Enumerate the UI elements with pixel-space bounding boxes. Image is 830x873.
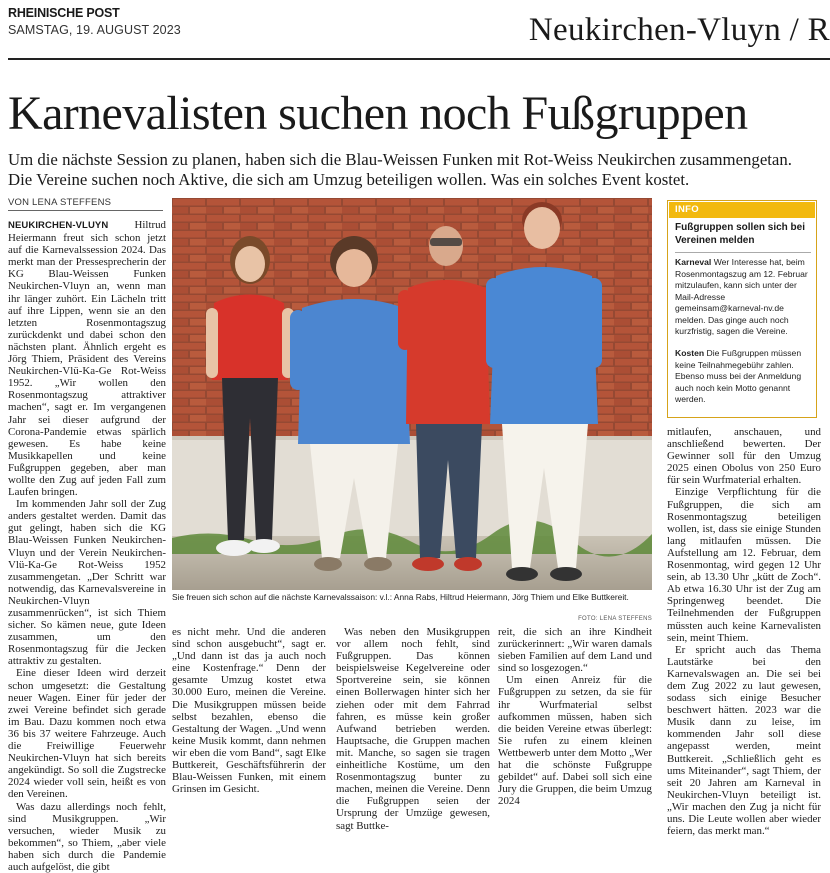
- newspaper-brand: RHEINISCHE POST: [8, 6, 120, 20]
- article-paragraph: Eine dieser Ideen wird derzeit schon umgesetzt: die Gestaltung neuer Wagen. Einer für jeder der zwei Vereine befindet sich gerade im Bau. Dazu kommen noch etwa 36 bis 37 weitere Fahrzeuge. Auch die Freiwillige Feuerwehr Neukirchen-Vluyn hat sich bereits angekündigt. So soll die Zugstrecke 2024 wieder voll sein, heißt es von den Vereinen.: [8, 667, 166, 800]
- photo-credit: FOTO: LENA STEFFENS: [560, 616, 652, 622]
- article-column-4: [498, 626, 652, 782]
- byline-rule: [8, 210, 163, 211]
- article-column-2: [172, 626, 326, 782]
- group-photo-illustration: [172, 198, 652, 590]
- byline: VON LENA STEFFENS: [8, 197, 111, 208]
- lead-paragraph: [8, 150, 828, 190]
- article-paragraph: Um einen Anreiz für die Fußgruppen zu setzen, da sie für ihr Wurfmaterial selbst aufkommen müssen, haben sich die beiden Vereine etwas überlegt: Sie rufen zu einem kleinen Wettbewerb unter dem Motto „Wer hat die schönste Fußgruppe gebildet“ auf. Dabei soll sich eine Jury die Gruppen, die beim Umzug 2024: [498, 674, 652, 807]
- article-column-3: [336, 626, 490, 782]
- photo-caption: Sie freuen sich schon auf die nächste Karnevalssaison: v.l.: Anna Rabs, Hiltrud Heiermann, Jörg Thiem und Elke Buttkereit.: [172, 592, 652, 603]
- article-paragraph: mitlaufen, anschauen, und anschließend bewerten. Der Gewinner soll für den Umzug 2025 einen Obolus von 250 Euro für sein Wurfmaterial erhalten.: [667, 426, 821, 486]
- article-paragraph: Im kommenden Jahr soll der Zug anders gestaltet werden. Damit das gut gelingt, haben sich die KG Blau-Weissen Funken Neukirchen-Vluyn und der Verein Neukirchen-Vlü-Ka-Ge Rot-Weiss 1952 zusammengetan. „Der Schritt war notwendig, das Karnevalsvereine in Neukirchen-Vluyn zusammenrücken“, ist sich Thiem sicher. So kämen neue, gute Ideen zusammen, um den Rosenmontagszug für die Jecken attraktiv zu gestalten.: [8, 498, 166, 667]
- section-title: Neukirchen-Vluyn / R: [500, 12, 830, 49]
- info-label-kosten: Kosten: [675, 348, 704, 358]
- lead-line-1: Um die nächste Session zu planen, haben sich die Blau-Weissen Funken mit Rot-Weiss Neukirchen zusammengetan.: [8, 150, 828, 170]
- article-column-5: [667, 426, 821, 782]
- masthead-rule: [8, 58, 830, 60]
- article-paragraph: Was dazu allerdings noch fehlt, sind Musikgruppen. „Wir versuchen, wieder Musik zu bekommen“, so Thiem, „aber viele haben sich durch die Pandemie auch aufgelöst, die gibt: [8, 801, 166, 873]
- info-paragraph-karneval: Karneval Wer Interesse hat, beim Rosenmontagszug am 12. Februar mitzulaufen, kann sich unter der Mail-Adresse gemeinsam@karneval-nv.de melden. Das ginge auch noch kurzfristig, sagen die Vereine.: [675, 257, 815, 338]
- info-paragraph-kosten: Kosten Die Fußgruppen müssen keine Teilnahmegebühr zahlen. Ebenso muss bei der Anmeldung auch noch kein Motto genannt werden.: [675, 348, 815, 406]
- info-box-title: Fußgruppen sollen sich bei Vereinen melden: [675, 222, 815, 247]
- article-column-1: [8, 219, 166, 781]
- info-tag: INFO: [669, 202, 815, 218]
- dateline: NEUKIRCHEN-VLUYN: [8, 220, 108, 231]
- info-divider: [675, 252, 811, 253]
- article-paragraph: Er spricht auch das Thema Lautstärke bei den Karnevalswagen an. Die sei bei dem Zug 2022 zu laut gewesen, sodass sich einige Besucher beschwert hätten. 2023 war die Musik dann zu leise, im kommenden Jahr soll diese angepasst werden, meint Buttkereit. „Schließlich geht es ums Miteinander“, sagt Thiem, der seit 20 Jahren am Karneval in Neukirchen-Vluyn beteiligt ist. „Wir machen den Zug ja nicht für uns. Die Leute wollen aber wieder feiern, das merkt man.“: [667, 644, 821, 838]
- headline: Karnevalisten suchen noch Fußgruppen: [8, 90, 748, 138]
- article-paragraph: Was neben den Musikgruppen vor allem noch fehlt, sind Fußgruppen. Das können beispielsweise Kegelvereine oder Sportvereine sein, sie können einen Bollerwagen hinter sich her ziehen oder mit dem Fahrrad fahren, es müsse kein großer Aufwand betrieben werden. Hauptsache, die Gruppen machen mit. Manche, so sagen sie tragen einheitliche Kostüme, um den Rosenmontagszug bunter zu machen, meinen die Vereine. Denn die Fußgruppen seien der Ursprung der Umzüge gewesen, sagt Buttke-: [336, 626, 490, 832]
- article-paragraph: NEUKIRCHEN-VLUYN Hiltrud Heiermann freut sich schon jetzt auf die Karnevalssession 2024. Das merkt man der Pressesprecherin der KG Blau-Weissen Funken Neukirchen-Vluyn an, wenn man ihr länger zuhört. Ein Lächeln tritt auf ihre Lippen, wenn sie an den letzten Rosenmontagszug zurückdenkt und dabei schon den nächsten plant. Ähnlich ergeht es Jörg Thiem, Präsident des Vereins Neukirchen-Vlü-Ka-Ge Rot-Weiss 1952. „Wir wollen den Rosenmontagszug attraktiver machen“, sagt er. Im vergangenen Jahr sei dieser aufgrund der Corona-Pandemie etwas spärlich gewesen. Es habe keine Musikkapellen und keine Fußgruppen gegeben, aber man wollte den Zug auf jeden Fall zum Laufen bringen.: [8, 219, 166, 498]
- lead-line-2: Die Vereine suchen noch Aktive, die sich am Umzug beteiligen wollen. Was ein solches Event kostet.: [8, 170, 828, 190]
- issue-date: SAMSTAG, 19. AUGUST 2023: [8, 23, 181, 37]
- article-paragraph: es nicht mehr. Und die anderen sind schon ausgebucht“, sagt er. „Und dann ist das ja auch noch eine Kostenfrage.“ Denn der gesamte Umzug kostet etwa 30.000 Euro, meinen die Vereine. Die Musikgruppen müssen beide selbst bezahlen, ebenso die Gestaltung der Wagen. „Und wenn keine Musik kommt, dann nehmen wir eben die vom Band“, sagt Elke Buttkereit, Geschäftsführerin der Blau-Weissen Funken, mit einem Grinsen im Gesicht.: [172, 626, 326, 795]
- article-paragraph: reit, die sich an ihre Kindheit zurückerinnert: „Wir waren damals sieben Familien auf dem Land und sind so losgezogen.“: [498, 626, 652, 674]
- article-photo: [172, 198, 652, 590]
- article-paragraph: Einzige Verpflichtung für die Fußgruppen, die sich am Rosenmontagszug beteiligen wollen, ist, dass sie einige Stunden lang mitlaufen müssen. Die Aufstellung am 12. Februar, dem Rosenmontag, wird gegen 12 Uhr sein, ab 13.30 Uhr „kütt de Zoch“. Ab etwa 16.30 Uhr ist der Zug am Springenweg beendet. Die Teilnehmenden der Fußgruppen müssten auch keine Karnevalisten sein, meint Thiem.: [667, 486, 821, 643]
- info-label-karneval: Karneval: [675, 257, 711, 267]
